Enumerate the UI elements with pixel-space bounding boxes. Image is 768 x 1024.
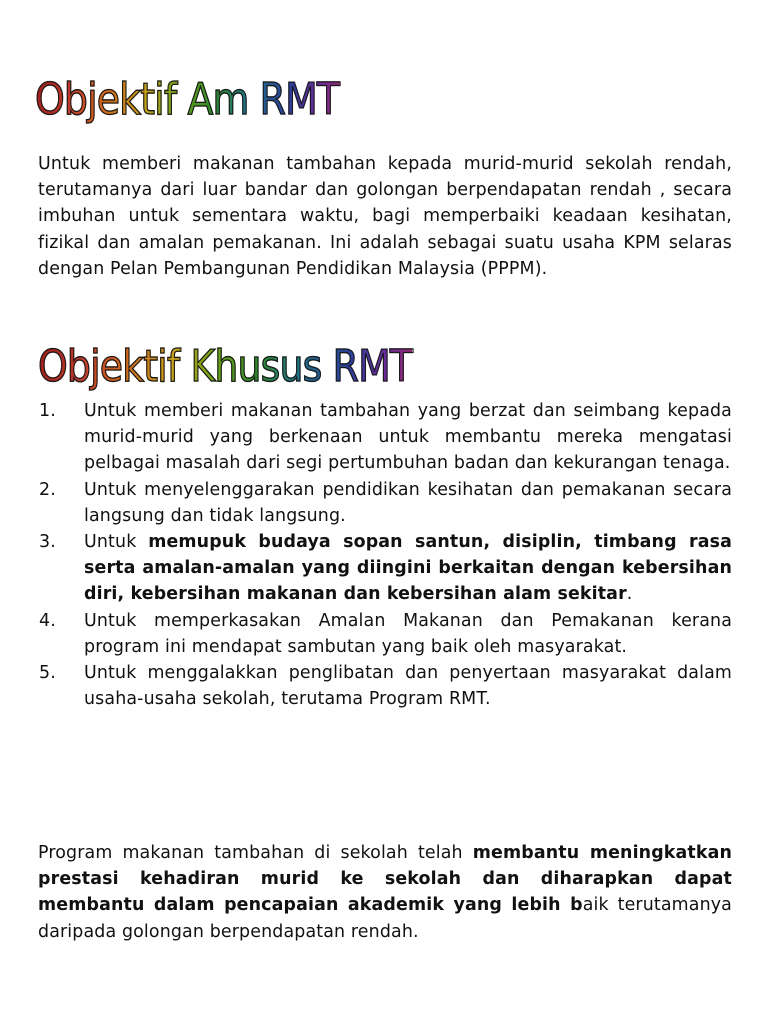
list-item-text: Untuk menyelenggarakan pendidikan kesihatan dan pemakanan secara langsung dan tidak langsung. (84, 479, 732, 526)
list-item (38, 477, 732, 529)
list-item-number: 3. (39, 532, 56, 553)
section-title-objektif-am (35, 74, 340, 125)
list-item-number: 4. (39, 610, 56, 631)
list-item-text: Untuk memberi makanan tambahan yang berzat dan seimbang kepada murid-murid yang berkenaan untuk membantu mereka mengatasi pelbagai masalah dari segi pertumbuhan badan dan kekurangan tenaga. (84, 401, 732, 474)
list-item-number: 2. (39, 479, 56, 500)
list-item-text: Untuk menggalakkan penglibatan dan penyertaan masyarakat dalam usaha-usaha sekolah, terutama Program RMT. (84, 663, 732, 710)
closing-text-prefix: Program makanan tambahan di sekolah telah (38, 843, 473, 863)
paragraph-objektif-am: Untuk memberi makanan tambahan kepada murid-murid sekolah rendah, terutamanya dari luar bandar dan golongan berpendapatan rendah , secara imbuhan untuk sementara waktu, bagi memperbaiki keadaan kesihatan, fizikal dan amalan pemakanan. Ini adalah sebagai suatu usaha KPM selaras dengan Pelan Pembangunan Pendidikan Malaysia (PPPM). (38, 154, 732, 279)
list-item (38, 660, 732, 712)
list-item-number: 1. (39, 401, 56, 421)
list-item-text-suffix: . (626, 584, 633, 605)
list-item (38, 529, 732, 608)
list-item (38, 398, 732, 477)
objectives-list (38, 398, 732, 712)
paragraph-closing (38, 840, 732, 945)
list-item (38, 608, 732, 660)
section-title-objektif-khusus (38, 341, 413, 392)
closing-text-bold: membantu meningkatkan prestasi kehadiran murid ke sekolah dan diharapkan dapat membantu dalam pencapaian akademik yang lebih b (38, 843, 732, 916)
wordart-title-text: Objektif Khusus RMT (38, 341, 413, 392)
list-item-text: Untuk memperkasakan Amalan Makanan dan Pemakanan kerana program ini mendapat sambutan yang baik oleh masyarakat. (84, 610, 732, 657)
list-item-number: 5. (39, 663, 56, 684)
list-item-text-bold: memupuk budaya sopan santun, disiplin, timbang rasa serta amalan-amalan yang diingini berkaitan dengan kebersihan diri, kebersihan makanan dan kebersihan alam sekitar (84, 532, 732, 605)
list-item-text-prefix: Untuk (84, 532, 149, 553)
wordart-title-text: Objektif Am RMT (35, 74, 340, 125)
closing-text-suffix: aik terutamanya daripada golongan berpendapatan rendah. (38, 895, 732, 942)
